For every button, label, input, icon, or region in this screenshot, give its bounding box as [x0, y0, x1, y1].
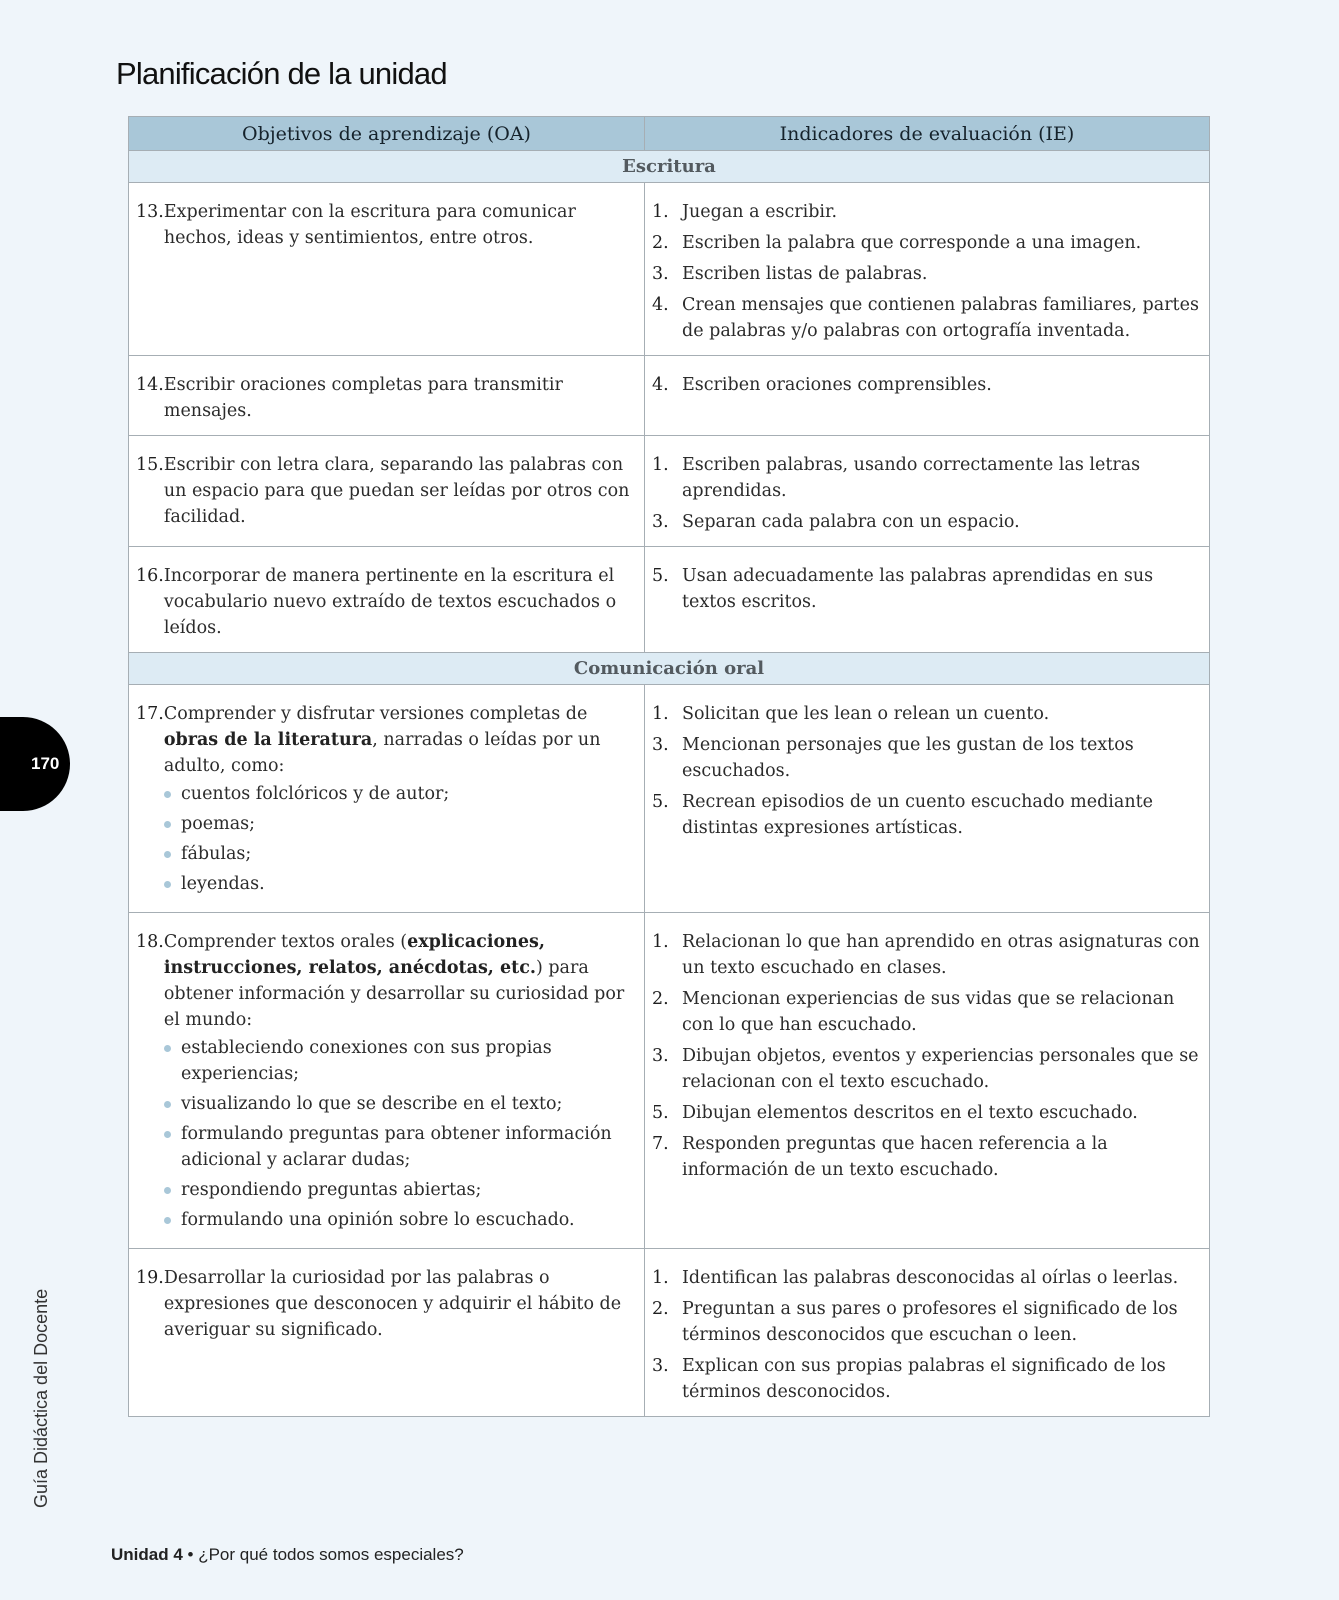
list-item	[652, 929, 1201, 981]
ie-number: 1.	[652, 704, 669, 724]
ie-text: Recrean episodios de un cuento escuchado mediante distintas expresiones artísticas.	[682, 792, 1153, 838]
oa-bullet-list	[164, 781, 636, 897]
bullet-dot-icon	[164, 851, 171, 858]
list-item	[652, 1265, 1201, 1291]
ie-text: Escriben la palabra que corresponde a una imagen.	[682, 233, 1142, 253]
list-item	[652, 292, 1201, 344]
section-title: Comunicación oral	[129, 653, 1210, 685]
ie-number: 3.	[652, 512, 669, 532]
ie-number: 2.	[652, 1299, 669, 1319]
section-row	[129, 653, 1210, 685]
ie-text: Preguntan a sus pares o profesores el significado de los términos desconocidos que escuchan o leen.	[682, 1299, 1178, 1345]
ie-list	[652, 701, 1201, 841]
bullet-text: leyendas.	[181, 874, 265, 894]
ie-text: Usan adecuadamente las palabras aprendidas en sus textos escritos.	[682, 566, 1154, 612]
list-item	[652, 1043, 1201, 1095]
list-item	[652, 261, 1201, 287]
ie-number: 3.	[652, 1356, 669, 1376]
ie-text: Mencionan personajes que les gustan de los textos escuchados.	[682, 735, 1134, 781]
ie-text: Escriben oraciones comprensibles.	[682, 375, 992, 395]
bullet-text: estableciendo conexiones con sus propias experiencias;	[181, 1038, 552, 1084]
list-item	[652, 1131, 1201, 1183]
list-item	[164, 1035, 636, 1087]
ie-text: Dibujan elementos descritos en el texto escuchado.	[682, 1103, 1138, 1123]
list-item	[164, 1091, 636, 1117]
list-item	[652, 701, 1201, 727]
oa-cell	[129, 183, 645, 356]
list-item	[652, 1100, 1201, 1126]
oa-number: 17.	[136, 704, 164, 724]
oa-number: 14.	[136, 375, 164, 395]
oa-objective	[136, 563, 636, 641]
oa-cell	[129, 436, 645, 547]
oa-text-part: ) para obtener información y desarrollar su curiosidad por el mundo:	[163, 958, 625, 1030]
oa-objective	[136, 929, 636, 1033]
ie-number: 4.	[652, 295, 669, 315]
ie-text: Solicitan que les lean o relean un cuento.	[682, 704, 1050, 724]
footer-separator: •	[182, 1545, 199, 1564]
bullet-dot-icon	[164, 1131, 171, 1138]
bullet-text: visualizando lo que se describe en el texto;	[181, 1094, 563, 1114]
oa-number: 16.	[136, 566, 164, 586]
ie-cell	[645, 356, 1210, 436]
ie-list	[652, 372, 1201, 398]
list-item	[164, 811, 636, 837]
oa-text-part: Escribir oraciones completas para transmitir mensajes.	[163, 375, 563, 421]
oa-text-part: Comprender y disfrutar versiones completas de	[163, 704, 588, 724]
ie-number: 2.	[652, 233, 669, 253]
ie-list	[652, 452, 1201, 535]
ie-number: 4.	[652, 375, 669, 395]
ie-text: Identifican las palabras desconocidas al oírlas o leerlas.	[682, 1268, 1179, 1288]
table-body	[129, 151, 1210, 1417]
oa-text-bold: obras de la literatura	[163, 730, 373, 750]
list-item	[164, 841, 636, 867]
bullet-text: cuentos folclóricos y de autor;	[181, 784, 450, 804]
ie-number: 1.	[652, 932, 669, 952]
ie-text: Responden preguntas que hacen referencia a la información de un texto escuchado.	[682, 1134, 1108, 1180]
list-item	[164, 1207, 636, 1233]
header-oa: Objetivos de aprendizaje (OA)	[129, 117, 645, 151]
list-item	[164, 1121, 636, 1173]
list-item	[652, 452, 1201, 504]
oa-text-part: , narradas o leídas por un adulto, como:	[163, 730, 601, 776]
oa-text	[164, 929, 636, 1033]
list-item	[164, 1177, 636, 1203]
list-item	[652, 563, 1201, 615]
page-number-tab	[0, 717, 70, 811]
oa-objective	[136, 701, 636, 779]
table-row	[129, 1249, 1210, 1417]
list-item	[652, 1353, 1201, 1405]
oa-text	[164, 563, 636, 641]
ie-text: Mencionan experiencias de sus vidas que se relacionan con lo que han escuchado.	[682, 989, 1175, 1035]
ie-list	[652, 199, 1201, 344]
footer-subtitle: ¿Por qué todos somos especiales?	[198, 1545, 464, 1564]
list-item	[652, 1296, 1201, 1348]
ie-text: Escriben palabras, usando correctamente las letras aprendidas.	[682, 455, 1141, 501]
oa-text-part: Escribir con letra clara, separando las palabras con un espacio para que puedan ser leídas por otros con facilidad.	[163, 455, 630, 527]
page-number: 170	[31, 754, 60, 773]
ie-list	[652, 929, 1201, 1183]
table-row	[129, 547, 1210, 653]
footer-unit: Unidad 4	[111, 1545, 183, 1564]
list-item	[652, 199, 1201, 225]
oa-number: 13.	[136, 202, 164, 222]
footer	[111, 1545, 464, 1565]
ie-text: Separan cada palabra con un espacio.	[682, 512, 1020, 532]
table-row	[129, 183, 1210, 356]
bullet-dot-icon	[164, 1101, 171, 1108]
list-item	[652, 986, 1201, 1038]
oa-objective	[136, 372, 636, 424]
ie-text: Juegan a escribir.	[682, 202, 838, 222]
bullet-dot-icon	[164, 821, 171, 828]
ie-list	[652, 563, 1201, 615]
oa-text	[164, 372, 636, 424]
oa-number: 19.	[136, 1268, 164, 1288]
ie-number: 5.	[652, 1103, 669, 1123]
ie-number: 7.	[652, 1134, 669, 1154]
section-row	[129, 151, 1210, 183]
list-item	[652, 509, 1201, 535]
ie-cell	[645, 183, 1210, 356]
oa-text-part: Desarrollar la curiosidad por las palabras o expresiones que desconocen y adquirir el hábito de averiguar su significado.	[163, 1268, 622, 1340]
oa-objective	[136, 199, 636, 251]
ie-text: Dibujan objetos, eventos y experiencias personales que se relacionan con el texto escuchado.	[682, 1046, 1199, 1092]
bullet-dot-icon	[164, 791, 171, 798]
oa-text-part: Experimentar con la escritura para comunicar hechos, ideas y sentimientos, entre otros.	[163, 202, 576, 248]
bullet-text: formulando preguntas para obtener información adicional y aclarar dudas;	[181, 1124, 612, 1170]
oa-text-part: Comprender textos orales (	[163, 932, 408, 952]
table-row	[129, 913, 1210, 1249]
ie-cell	[645, 685, 1210, 913]
bullet-dot-icon	[164, 881, 171, 888]
list-item	[652, 372, 1201, 398]
ie-number: 5.	[652, 792, 669, 812]
oa-text-bold: explicaciones, instrucciones, relatos, anécdotas, etc.	[163, 932, 545, 978]
oa-cell	[129, 547, 645, 653]
table-row	[129, 436, 1210, 547]
ie-cell	[645, 913, 1210, 1249]
table-row	[129, 356, 1210, 436]
oa-cell	[129, 913, 645, 1249]
side-label: Guía Didáctica del Docente	[31, 1288, 51, 1508]
ie-number: 3.	[652, 1046, 669, 1066]
list-item	[652, 789, 1201, 841]
oa-text	[164, 1265, 636, 1343]
ie-cell	[645, 547, 1210, 653]
page-title: Planificación de la unidad	[116, 56, 447, 91]
ie-number: 1.	[652, 202, 669, 222]
ie-text: Relacionan lo que han aprendido en otras asignaturas con un texto escuchado en clases.	[682, 932, 1200, 978]
bullet-dot-icon	[164, 1045, 171, 1052]
planning-table	[128, 116, 1210, 1417]
ie-number: 3.	[652, 735, 669, 755]
ie-number: 2.	[652, 989, 669, 1009]
list-item	[652, 732, 1201, 784]
header-ie: Indicadores de evaluación (IE)	[645, 117, 1210, 151]
ie-cell	[645, 1249, 1210, 1417]
bullet-text: respondiendo preguntas abiertas;	[181, 1180, 482, 1200]
oa-cell	[129, 685, 645, 913]
oa-text	[164, 452, 636, 530]
ie-cell	[645, 436, 1210, 547]
oa-text	[164, 199, 636, 251]
table-row	[129, 685, 1210, 913]
section-title: Escritura	[129, 151, 1210, 183]
list-item	[164, 871, 636, 897]
ie-number: 1.	[652, 1268, 669, 1288]
list-item	[652, 230, 1201, 256]
ie-number: 1.	[652, 455, 669, 475]
bullet-dot-icon	[164, 1217, 171, 1224]
bullet-text: poemas;	[181, 814, 255, 834]
oa-objective	[136, 1265, 636, 1343]
oa-objective	[136, 452, 636, 530]
oa-cell	[129, 356, 645, 436]
oa-text	[164, 701, 636, 779]
ie-text: Escriben listas de palabras.	[682, 264, 928, 284]
bullet-text: fábulas;	[181, 844, 252, 864]
oa-number: 15.	[136, 455, 164, 475]
bullet-text: formulando una opinión sobre lo escuchado.	[181, 1210, 575, 1230]
ie-list	[652, 1265, 1201, 1405]
list-item	[164, 781, 636, 807]
oa-number: 18.	[136, 932, 164, 952]
oa-bullet-list	[164, 1035, 636, 1233]
oa-text-part: Incorporar de manera pertinente en la escritura el vocabulario nuevo extraído de textos escuchados o leídos.	[163, 566, 617, 638]
ie-text: Crean mensajes que contienen palabras familiares, partes de palabras y/o palabras con ortografía inventada.	[682, 295, 1199, 341]
ie-text: Explican con sus propias palabras el significado de los términos desconocidos.	[682, 1356, 1166, 1402]
bullet-dot-icon	[164, 1187, 171, 1194]
oa-cell	[129, 1249, 645, 1417]
ie-number: 5.	[652, 566, 669, 586]
ie-number: 3.	[652, 264, 669, 284]
